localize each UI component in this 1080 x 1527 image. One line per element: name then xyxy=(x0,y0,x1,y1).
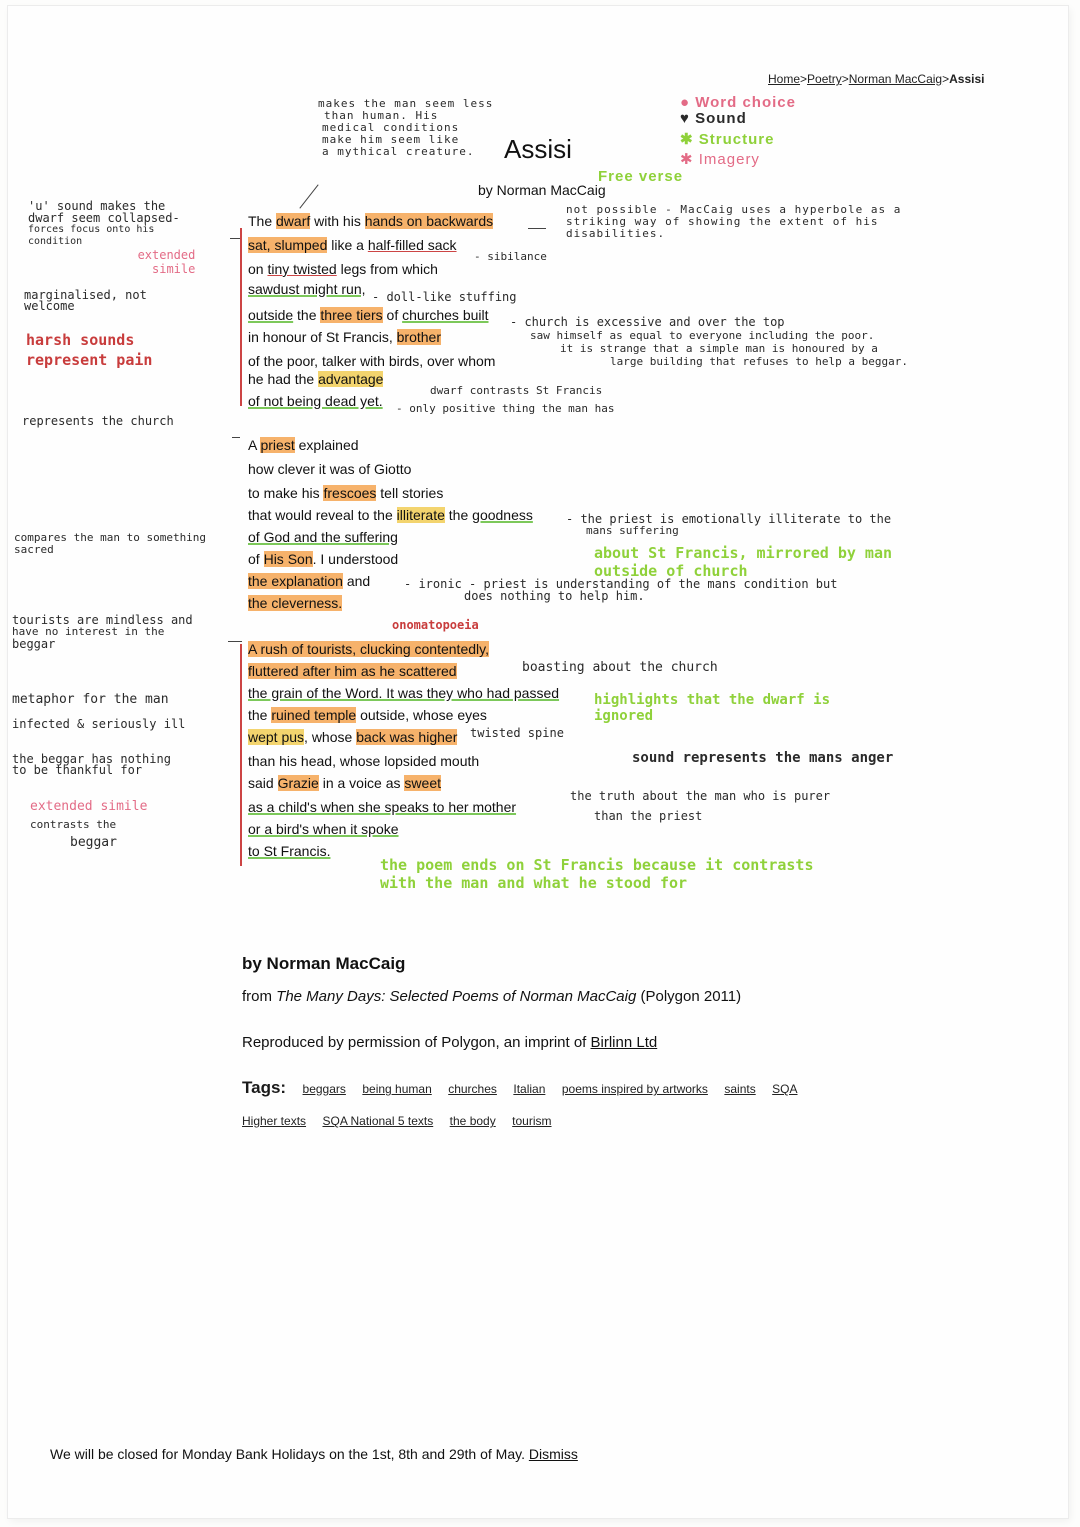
annotation-harsh-sounds: harsh sounds represent pain xyxy=(26,331,153,369)
poem-byline: by Norman MacCaig xyxy=(478,182,606,198)
tags-row-1 xyxy=(242,1078,810,1098)
connector-line xyxy=(230,238,240,239)
tag-link[interactable]: beggars xyxy=(302,1082,346,1096)
annotation-sibilance: - sibilance xyxy=(474,250,547,263)
annotation-doll-like: - doll-like stuffing xyxy=(372,290,517,304)
poem-line: to St Francis. xyxy=(248,843,331,859)
annotation-priest-illiterate: - the priest is emotionally illiterate to the mans suffering xyxy=(566,512,892,537)
poem-line: the cleverness. xyxy=(248,595,343,611)
legend-imagery: ✱ Imagery xyxy=(680,151,760,168)
connector-line xyxy=(528,228,546,229)
credits-author: by Norman MacCaig xyxy=(242,954,406,973)
tags-label: Tags: xyxy=(242,1078,287,1097)
poem-line: to make his frescoes tell stories xyxy=(248,485,444,501)
annotation-ironic: - ironic - priest is understanding of the mans condition but does nothing to help him. xyxy=(404,577,838,603)
legend-sound: ♥ Sound xyxy=(680,110,747,127)
tag-link[interactable]: SQA xyxy=(772,1082,798,1096)
poem-line: of God and the suffering xyxy=(248,529,398,545)
poem-line: sat, slumped like a half-filled sack xyxy=(248,237,457,253)
annotation-marginalised: marginalised, not welcome xyxy=(24,288,147,313)
legend-word-choice: ● Word choice xyxy=(680,94,796,111)
annotation-highlights: highlights that the dwarf is ignored xyxy=(594,692,831,724)
annotation-sound-anger: sound represents the mans anger xyxy=(632,750,894,766)
poem-line: of the poor, talker with birds, over whom xyxy=(248,353,496,369)
poem-line: said Grazie in a voice as sweet xyxy=(248,775,441,791)
annotation-hyperbole: not possible - MacCaig uses a hyperbole as a striking way of showing the extent of his disabilities. xyxy=(566,203,902,240)
connector-line xyxy=(232,437,240,438)
annotation-only-positive: - only positive thing the man has xyxy=(396,402,615,415)
annotation-top-note: makes the man seem less than human. His medical conditions make him seem like a mythical creature. xyxy=(318,97,494,158)
poem-line: in honour of St Francis, brother xyxy=(248,329,441,345)
stanza-bracket xyxy=(240,228,242,406)
breadcrumb-home-link[interactable]: Home xyxy=(768,72,801,86)
annotation-extended-simile-2: extended simile contrasts the beggar xyxy=(30,799,148,850)
poem-line: as a child's when she speaks to her mother xyxy=(248,799,517,815)
tag-link[interactable]: tourism xyxy=(512,1114,552,1128)
poem-line: on tiny twisted legs from which xyxy=(248,261,438,277)
poem-line: that would reveal to the illiterate the goodness xyxy=(248,507,533,523)
tags-row-2 xyxy=(242,1112,564,1130)
poem-line: how clever it was of Giotto xyxy=(248,461,412,477)
poem-line: the grain of the Word. It was they who had passed xyxy=(248,685,560,701)
annotation-about-st-francis: about St Francis, mirrored by man outside of church xyxy=(594,544,893,580)
poem-line: The dwarf with his hands on backwards xyxy=(248,213,494,229)
annotation-compares: compares the man to something sacred xyxy=(14,531,207,556)
poem-line: wept pus, whose back was higher xyxy=(248,729,458,745)
tag-link[interactable]: Higher texts xyxy=(242,1114,307,1128)
poem-line: the ruined temple outside, whose eyes xyxy=(248,707,487,723)
poem-line: fluttered after him as he scattered xyxy=(248,663,457,679)
breadcrumb-current: Assisi xyxy=(949,72,985,86)
annotation-metaphor: metaphor for the man infected & seriously ill xyxy=(12,692,186,731)
poem-line: or a bird's when it spoke xyxy=(248,821,399,837)
annotation-tourists: tourists are mindless and have no interest in the beggar xyxy=(12,613,193,651)
poem-line: of not being dead yet. xyxy=(248,393,383,409)
annotation-beggar-nothing: the beggar has nothing to be thankful for xyxy=(12,752,171,777)
credits-source: from The Many Days: Selected Poems of Norman MacCaig (Polygon 2011) xyxy=(242,988,742,1005)
breadcrumb-author-link[interactable]: Norman MacCaig xyxy=(848,72,943,86)
poem-line: A rush of tourists, clucking contentedly, xyxy=(248,641,489,657)
poem-line: sawdust might run, xyxy=(248,281,366,297)
dismiss-link[interactable]: Dismiss xyxy=(528,1446,578,1462)
tag-link[interactable]: being human xyxy=(362,1082,432,1096)
poem-line: he had the advantage xyxy=(248,371,384,387)
annotation-onomatopoeia: onomatopoeia xyxy=(392,618,479,632)
tag-link[interactable]: poems inspired by artworks xyxy=(561,1082,708,1096)
tag-link[interactable]: Italian xyxy=(513,1082,546,1096)
closure-notice: We will be closed for Monday Bank Holidays on the 1st, 8th and 29th of May. Dismiss xyxy=(50,1446,578,1462)
poem-title: Assisi xyxy=(504,134,572,164)
annotation-church-excessive: - church is excessive and over the top saw himself as equal to everyone including the poor. it is strange that a simple man is honoured by a large building that refuses to help a beggar. xyxy=(510,315,909,368)
annotation-u-sound: 'u' sound makes the dwarf seem collapsed- forces focus onto his condition xyxy=(28,199,180,247)
annotation-truth: the truth about the man who is purer than the priest xyxy=(570,789,831,823)
breadcrumb-poetry-link[interactable]: Poetry xyxy=(807,72,842,86)
breadcrumb: Home>Poetry>Norman MacCaig>Assisi xyxy=(768,72,985,86)
annotation-represents-church: represents the church xyxy=(22,414,174,428)
tag-link[interactable]: saints xyxy=(724,1082,756,1096)
poem-line: outside the three tiers of churches built xyxy=(248,307,489,323)
tag-link[interactable]: SQA National 5 texts xyxy=(322,1114,434,1128)
tag-link[interactable]: the body xyxy=(449,1114,496,1128)
tag-link[interactable]: churches xyxy=(448,1082,497,1096)
birlinn-link[interactable]: Birlinn Ltd xyxy=(590,1034,658,1051)
poem-line: than his head, whose lopsided mouth xyxy=(248,753,480,769)
legend-structure: ✱ Structure xyxy=(680,131,775,148)
poem-line: A priest explained xyxy=(248,437,359,453)
annotation-extended-simile-1: extended simile xyxy=(137,248,196,276)
annotation-twisted-spine: twisted spine xyxy=(470,726,564,740)
stanza-bracket xyxy=(240,644,242,866)
annotation-poem-ends: the poem ends on St Francis because it contrasts with the man and what he stood for xyxy=(380,856,814,892)
annotation-dwarf-contrasts: dwarf contrasts St Francis xyxy=(430,384,603,397)
credits-permission: Reproduced by permission of Polygon, an imprint of Birlinn Ltd xyxy=(242,1034,658,1051)
connector-line xyxy=(228,641,242,642)
poem-line: of His Son. I understood xyxy=(248,551,399,567)
poem-line: the explanation and xyxy=(248,573,371,589)
legend-free-verse: Free verse xyxy=(598,168,684,185)
annotation-boasting: boasting about the church xyxy=(522,660,718,675)
